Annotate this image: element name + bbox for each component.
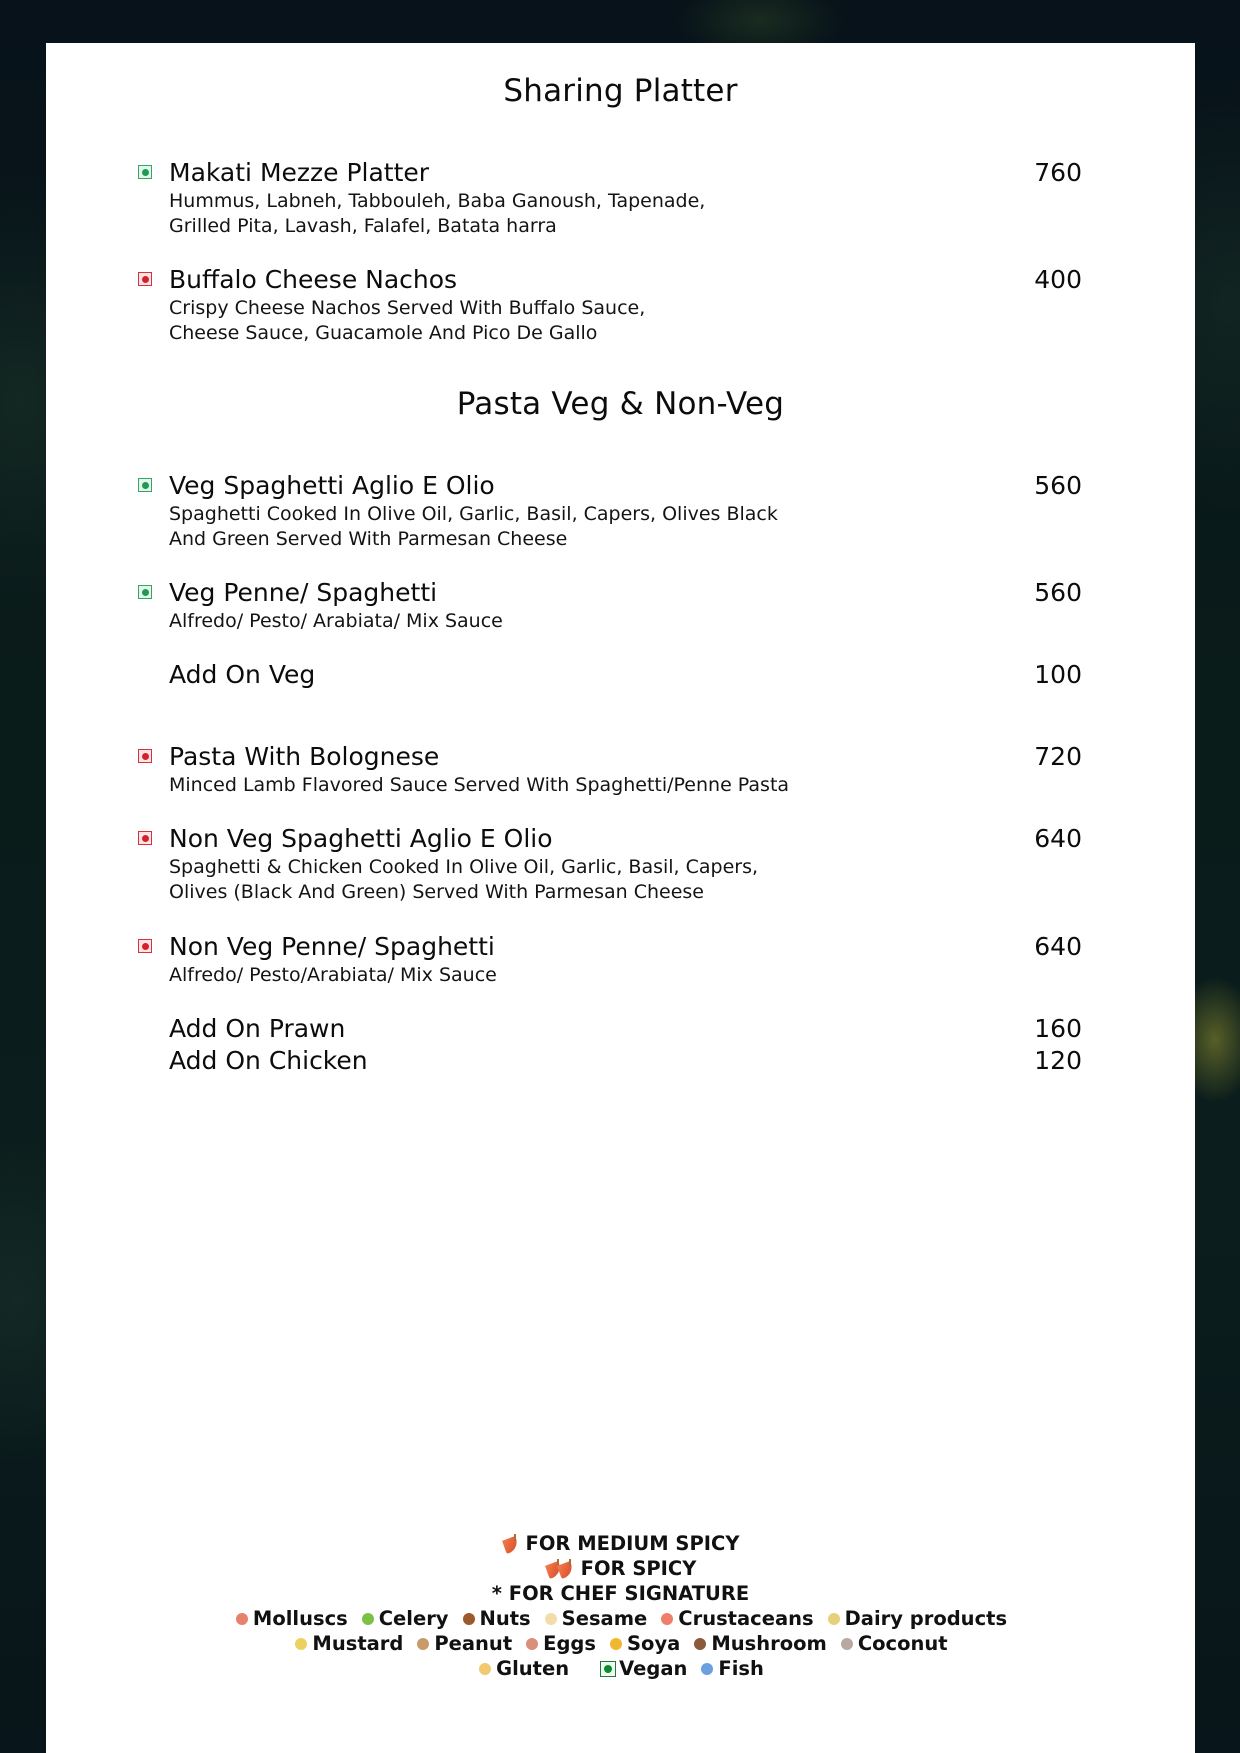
item-name: Pasta With Bolognese <box>169 742 440 771</box>
item-price: 100 <box>1034 660 1082 689</box>
item-name: Veg Spaghetti Aglio E Olio <box>169 471 495 500</box>
allergen-crustaceans: Crustaceans <box>659 1606 813 1631</box>
item-name: Veg Penne/ Spaghetti <box>169 578 438 607</box>
item-name: Non Veg Penne/ Spaghetti <box>169 932 495 961</box>
allergen-row <box>46 1631 1195 1656</box>
veg-marker-icon <box>138 478 152 492</box>
allergen-eggs: Eggs <box>524 1631 596 1656</box>
nonveg-marker-icon <box>138 831 152 845</box>
vegan-icon <box>600 1661 616 1677</box>
item-description: Hummus, Labneh, Tabbouleh, Baba Ganoush, Tapenade, Grilled Pita, Lavash, Falafel, Batata harra <box>169 190 706 237</box>
gluten-icon <box>477 1661 493 1677</box>
soya-icon <box>608 1636 624 1652</box>
mustard-icon <box>293 1636 309 1652</box>
nuts-icon <box>461 1611 477 1627</box>
nonveg-marker-icon <box>138 749 152 763</box>
allergen-peanut: Peanut <box>415 1631 512 1656</box>
allergen-coconut: Coconut <box>839 1631 948 1656</box>
item-description: Spaghetti Cooked In Olive Oil, Garlic, Basil, Capers, Olives Black And Green Served With Parmesan Cheese <box>169 503 778 550</box>
item-name: Add On Veg <box>169 660 316 689</box>
item-description: Spaghetti & Chicken Cooked In Olive Oil, Garlic, Basil, Capers, Olives (Black And Green) Served With Parmesan Cheese <box>169 856 759 903</box>
allergen-fish: Fish <box>699 1656 764 1681</box>
menu-page <box>46 43 1195 1753</box>
allergen-soya: Soya <box>608 1631 680 1656</box>
item-name: Add On Prawn <box>169 1014 346 1043</box>
allergen-vegan: Vegan <box>600 1656 687 1681</box>
fish-icon <box>699 1661 715 1677</box>
legend-medium-spicy: FOR MEDIUM SPICY <box>46 1531 1195 1556</box>
item-price: 760 <box>1034 158 1082 187</box>
item-description: Alfredo/ Pesto/Arabiata/ Mix Sauce <box>169 964 497 986</box>
allergen-gluten: Gluten <box>477 1656 569 1681</box>
chili-icon <box>502 1534 520 1554</box>
allergen-mustard: Mustard <box>293 1631 403 1656</box>
milk-icon <box>826 1611 842 1627</box>
sesame-icon <box>543 1611 559 1627</box>
item-price: 160 <box>1034 1014 1082 1043</box>
item-description: Minced Lamb Flavored Sauce Served With Spaghetti/Penne Pasta <box>169 774 790 796</box>
mollusc-icon <box>234 1611 250 1627</box>
item-name: Non Veg Spaghetti Aglio E Olio <box>169 824 553 853</box>
item-name: Buffalo Cheese Nachos <box>169 265 458 294</box>
allergen-molluscs: Molluscs <box>234 1606 348 1631</box>
item-price: 560 <box>1034 471 1082 500</box>
legend-spicy: FOR SPICY <box>46 1556 1195 1581</box>
allergen-mushroom: Mushroom <box>692 1631 827 1656</box>
item-price: 560 <box>1034 578 1082 607</box>
allergen-row <box>46 1606 1195 1631</box>
peanut-icon <box>415 1636 431 1652</box>
item-price: 640 <box>1034 824 1082 853</box>
section-title-sharing-platter: Sharing Platter <box>503 73 738 109</box>
item-description: Crispy Cheese Nachos Served With Buffalo Sauce, Cheese Sauce, Guacamole And Pico De Gallo <box>169 297 646 344</box>
item-name: Makati Mezze Platter <box>169 158 430 187</box>
allergen-celery: Celery <box>360 1606 449 1631</box>
nonveg-marker-icon <box>138 272 152 286</box>
allergen-nuts: Nuts <box>461 1606 531 1631</box>
item-price: 720 <box>1034 742 1082 771</box>
item-price: 640 <box>1034 932 1082 961</box>
veg-marker-icon <box>138 585 152 599</box>
coconut-icon <box>839 1636 855 1652</box>
chili-icon <box>557 1559 575 1579</box>
nonveg-marker-icon <box>138 939 152 953</box>
legend-chef-signature: * FOR CHEF SIGNATURE <box>491 1582 750 1605</box>
celery-icon <box>360 1611 376 1627</box>
mushroom-icon <box>692 1636 708 1652</box>
section-title-pasta: Pasta Veg & Non-Veg <box>456 386 785 422</box>
legend <box>46 1531 1195 1681</box>
veg-marker-icon <box>138 165 152 179</box>
allergen-sesame: Sesame <box>543 1606 648 1631</box>
allergen-row <box>46 1656 1195 1681</box>
egg-icon <box>524 1636 540 1652</box>
item-description: Alfredo/ Pesto/ Arabiata/ Mix Sauce <box>169 610 503 632</box>
item-name: Add On Chicken <box>169 1046 368 1075</box>
shrimp-icon <box>659 1611 675 1627</box>
allergen-dairy: Dairy products <box>826 1606 1007 1631</box>
item-price: 120 <box>1034 1046 1082 1075</box>
item-price: 400 <box>1034 265 1082 294</box>
